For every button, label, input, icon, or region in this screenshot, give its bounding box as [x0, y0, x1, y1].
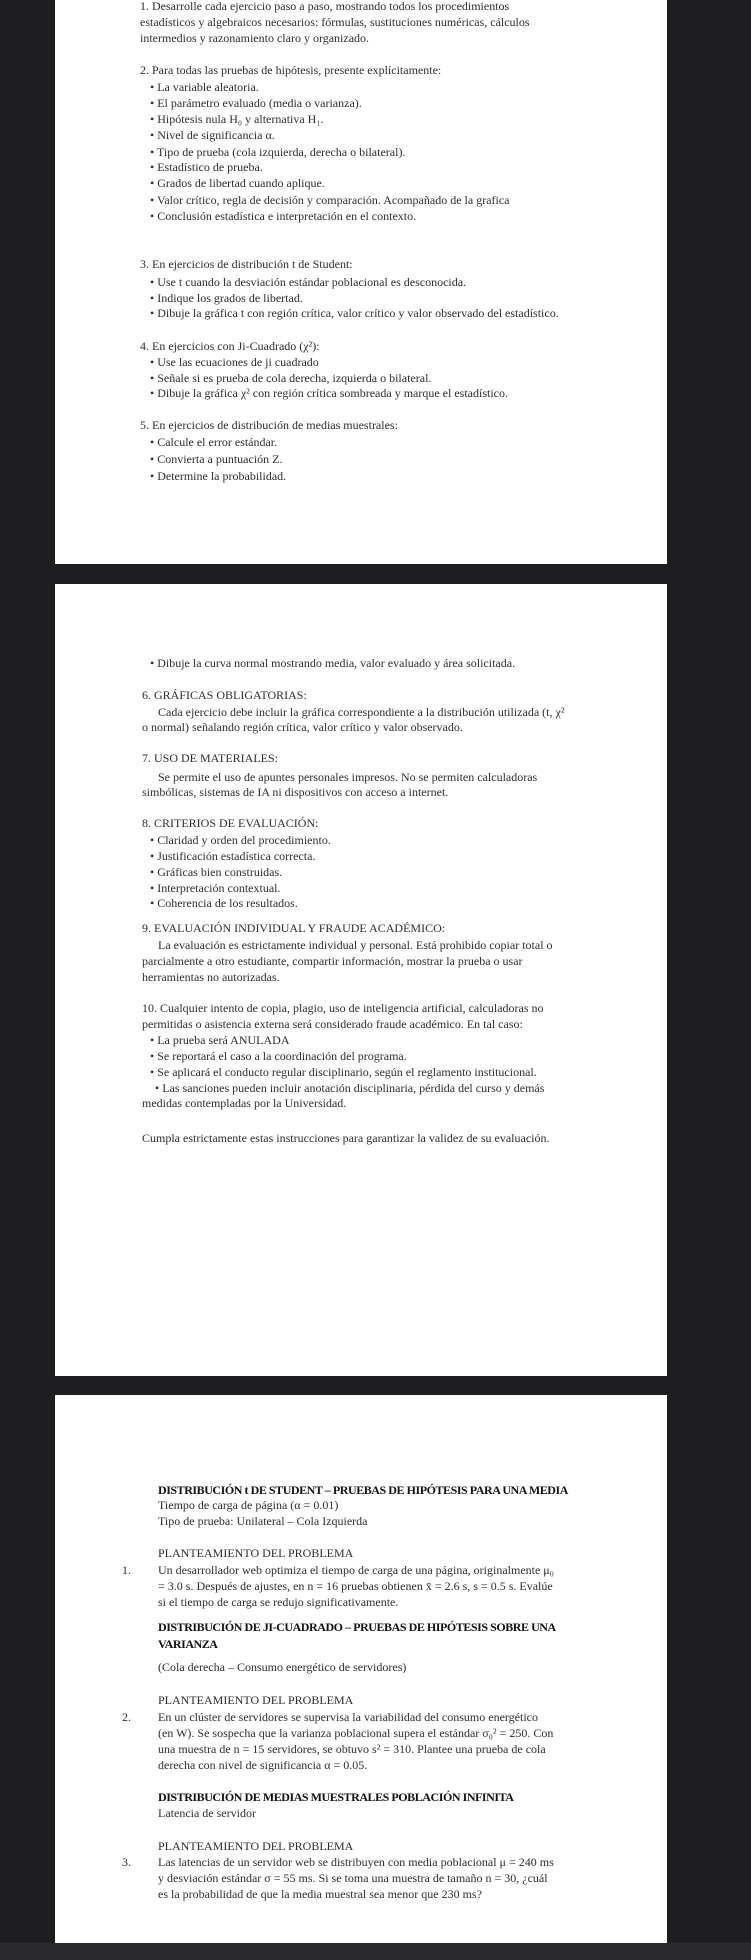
- problem-label: PLANTEAMIENTO DEL PROBLEMA: [158, 1693, 354, 1707]
- paragraph-line: 10. Cualquier intento de copia, plagio, uso de inteligencia artificial, calculadoras no: [142, 1001, 544, 1015]
- list-item: • Grados de libertad cuando aplique.: [150, 176, 325, 190]
- problem-text: Las latencias de un servidor web se distribuyen con media poblacional μ = 240 ms: [158, 1855, 554, 1869]
- list-item: • Tipo de prueba (cola izquierda, derecha o bilateral).: [150, 145, 406, 159]
- problem-number: 1.: [122, 1563, 131, 1577]
- list-item: • Se aplicará el conducto regular disciplinario, según el reglamento institucional.: [150, 1065, 537, 1079]
- problem-text: una muestra de n = 15 servidores, se obtuvo s² = 310. Plantee una prueba de cola: [158, 1742, 546, 1756]
- list-item: • La prueba será ANULADA: [150, 1033, 290, 1047]
- list-item: • Dibuje la curva normal mostrando media, valor evaluado y área solicitada.: [150, 656, 516, 670]
- section-title: 8. CRITERIOS DE EVALUACIÓN:: [142, 816, 319, 830]
- paragraph-line: Se permite el uso de apuntes personales impresos. No se permiten calculadoras: [158, 770, 538, 784]
- document-page-1: [55, 0, 667, 564]
- exercise-subtitle: Tipo de prueba: Unilateral – Cola Izquierda: [158, 1514, 368, 1528]
- problem-text: derecha con nivel de significancia α = 0.05.: [158, 1758, 368, 1772]
- list-item: • El parámetro evaluado (media o varianza).: [150, 96, 362, 110]
- list-item: • La variable aleatoria.: [150, 80, 259, 94]
- list-item: • Conclusión estadística e interpretación en el contexto.: [150, 209, 417, 223]
- list-item: • Determine la probabilidad.: [150, 469, 287, 483]
- document-page-2: [55, 584, 667, 1376]
- viewer-bottom-bar: [0, 1943, 751, 1960]
- exercise-subtitle: Tiempo de carga de página (α = 0.01): [158, 1498, 339, 1512]
- list-item: • Gráficas bien construidas.: [150, 865, 283, 879]
- section-title: 4. En ejercicios con Ji-Cuadrado (χ²):: [140, 339, 320, 353]
- list-item: • Claridad y orden del procedimiento.: [150, 833, 331, 847]
- paragraph-line: o normal) señalando región crítica, valor crítico y valor observado.: [142, 720, 463, 734]
- list-item: • Use las ecuaciones de ji cuadrado: [150, 355, 319, 369]
- exercise-heading: DISTRIBUCIÓN DE MEDIAS MUESTRALES POBLACIÓN INFINITA: [158, 1790, 514, 1804]
- problem-text: es la probabilidad de que la media muestral sea menor que 230 ms?: [158, 1887, 482, 1901]
- problem-label: PLANTEAMIENTO DEL PROBLEMA: [158, 1839, 354, 1853]
- section-title: 6. GRÁFICAS OBLIGATORIAS:: [142, 688, 307, 702]
- section-title: 2. Para todas las pruebas de hipótesis, presente explícitamente:: [140, 63, 442, 77]
- list-item: medidas contempladas por la Universidad.: [142, 1096, 347, 1110]
- list-item: • Señale si es prueba de cola derecha, izquierda o bilateral.: [150, 371, 432, 385]
- instruction-line: estadísticos y algebraicos necesarios: fórmulas, sustituciones numéricas, cálculos: [140, 15, 530, 29]
- list-item: • Estadístico de prueba.: [150, 160, 263, 174]
- list-item: • Interpretación contextual.: [150, 881, 281, 895]
- document-page-3: [55, 1395, 667, 1943]
- problem-text: y desviación estándar σ = 55 ms. Si se toma una muestra de tamaño n = 30, ¿cuál: [158, 1871, 548, 1885]
- exercise-heading: DISTRIBUCIÓN t DE STUDENT – PRUEBAS DE HIPÓTESIS PARA UNA MEDIA: [158, 1483, 568, 1497]
- problem-number: 2.: [122, 1710, 131, 1724]
- list-item: • Hipótesis nula H₀ y alternativa H₁.: [150, 112, 324, 126]
- paragraph-line: herramientas no autorizadas.: [142, 970, 280, 984]
- list-item: • Convierta a puntuación Z.: [150, 452, 283, 466]
- exercise-subtitle: (Cola derecha – Consumo energético de servidores): [158, 1660, 407, 1674]
- problem-text: En un clúster de servidores se supervisa la variabilidad del consumo energético: [158, 1710, 538, 1724]
- list-item: • Dibuje la gráfica t con región crítica, valor crítico y valor observado del estadístico.: [150, 306, 559, 320]
- problem-text: si el tiempo de carga se redujo significativamente.: [158, 1595, 399, 1609]
- list-item: • Use t cuando la desviación estándar poblacional es desconocida.: [150, 275, 467, 289]
- list-item: • Calcule el error estándar.: [150, 435, 278, 449]
- closing-text: Cumpla estrictamente estas instrucciones para garantizar la validez de su evaluación.: [142, 1131, 550, 1145]
- section-title: 3. En ejercicios de distribución t de Student:: [140, 257, 353, 271]
- list-item: • Valor crítico, regla de decisión y comparación. Acompañado de la grafica: [150, 193, 510, 207]
- section-title: 9. EVALUACIÓN INDIVIDUAL Y FRAUDE ACADÉMICO:: [142, 921, 446, 935]
- instruction-line: intermedios y razonamiento claro y organizado.: [140, 31, 370, 45]
- problem-label: PLANTEAMIENTO DEL PROBLEMA: [158, 1546, 354, 1560]
- exercise-subtitle: Latencia de servidor: [158, 1806, 256, 1820]
- paragraph-line: Cada ejercicio debe incluir la gráfica correspondiente a la distribución utilizada (t, χ²: [158, 705, 565, 719]
- paragraph-line: permitidas o asistencia externa será considerado fraude académico. En tal caso:: [142, 1017, 523, 1031]
- list-item: • Justificación estadística correcta.: [150, 849, 316, 863]
- problem-number: 3.: [122, 1855, 131, 1869]
- section-title: 5. En ejercicios de distribución de medias muestrales:: [140, 418, 398, 432]
- list-item: • Coherencia de los resultados.: [150, 896, 298, 910]
- problem-text: (en W). Se sospecha que la varianza poblacional supera el estándar σ₀² = 250. Con: [158, 1726, 554, 1740]
- exercise-heading: DISTRIBUCIÓN DE JI-CUADRADO – PRUEBAS DE HIPÓTESIS SOBRE UNA: [158, 1620, 556, 1634]
- list-item: • Dibuje la gráfica χ² con región crítica sombreada y marque el estadístico.: [150, 386, 508, 400]
- problem-text: = 3.0 s. Después de ajustes, en n = 16 pruebas obtienen x̄ = 2.6 s, s = 0.5 s. Evalúe: [158, 1579, 553, 1593]
- list-item: • Indique los grados de libertad.: [150, 291, 303, 305]
- exercise-heading: VARIANZA: [158, 1637, 218, 1651]
- list-item: • Nivel de significancia α.: [150, 128, 275, 142]
- paragraph-line: simbólicas, sistemas de IA ni dispositivos con acceso a internet.: [142, 785, 449, 799]
- problem-text: Un desarrollador web optimiza el tiempo de carga de una página, originalmente μ₀: [158, 1563, 554, 1577]
- section-title: 7. USO DE MATERIALES:: [142, 751, 279, 765]
- paragraph-line: La evaluación es estrictamente individual y personal. Está prohibido copiar total o: [158, 938, 553, 952]
- list-item: • Se reportará el caso a la coordinación del programa.: [150, 1049, 407, 1063]
- paragraph-line: parcialmente a otro estudiante, compartir información, mostrar la prueba o usar: [142, 954, 523, 968]
- list-item: • Las sanciones pueden incluir anotación disciplinaria, pérdida del curso y demás: [155, 1081, 545, 1095]
- instruction-line: 1. Desarrolle cada ejercicio paso a paso, mostrando todos los procedimientos: [140, 0, 510, 13]
